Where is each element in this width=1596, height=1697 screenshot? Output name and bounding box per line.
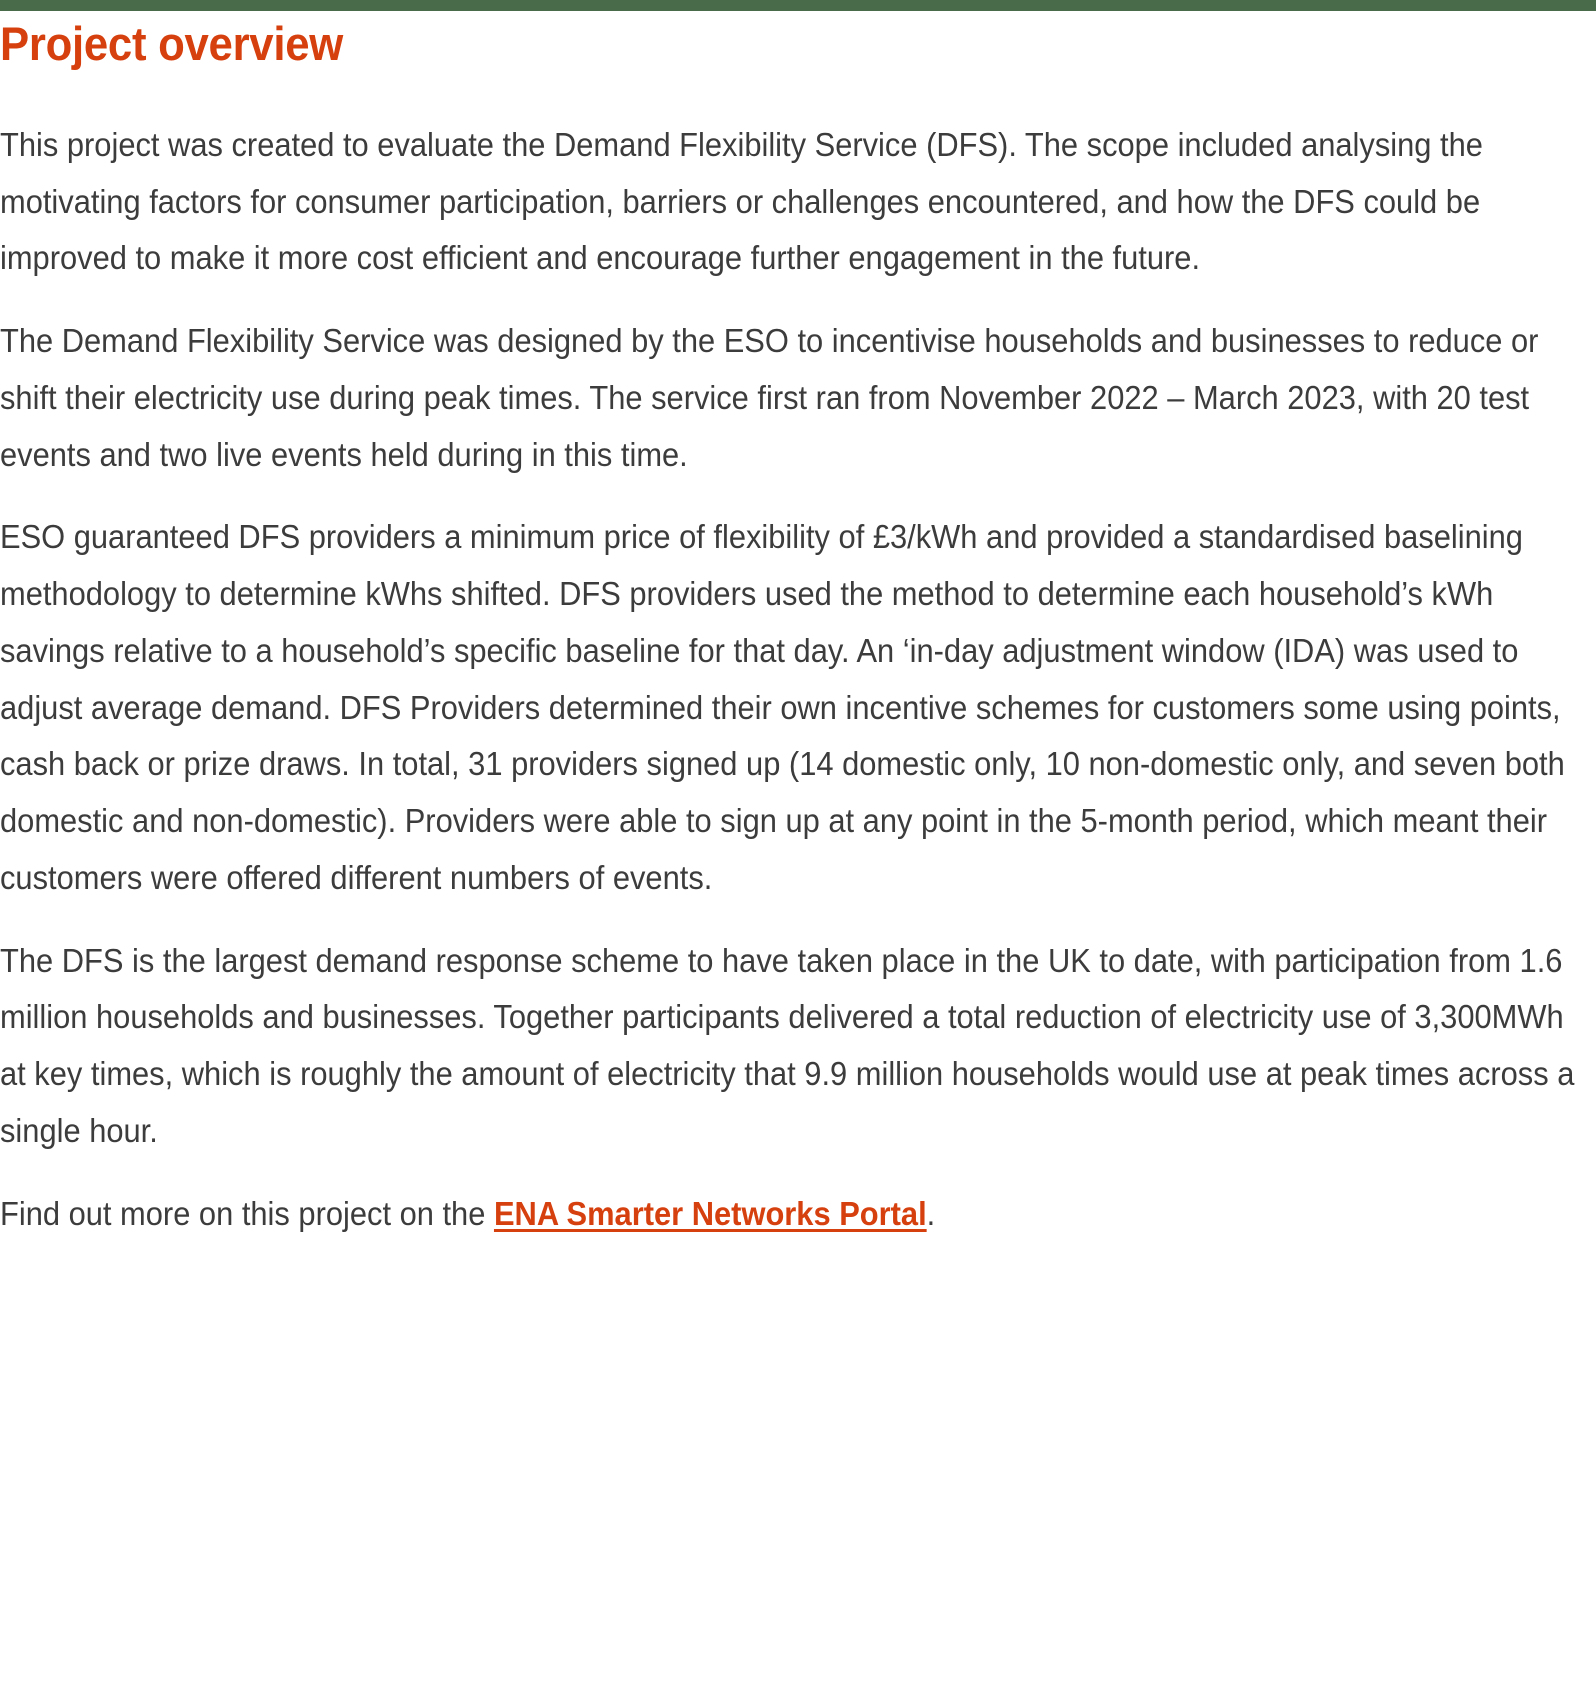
ena-smarter-networks-portal-link[interactable]: ENA Smarter Networks Portal bbox=[493, 1194, 927, 1232]
overview-paragraph-3: ESO guaranteed DFS providers a minimum price of flexibility of £3/kWh and provided a standardised baselining methodology to determine kWhs shifted. DFS providers used the method to determine each household’s kWh savings relative to a household’s specific baseline for that day. An ‘in-day adjustment window (IDA) was used to adjust average demand. DFS Providers determined their own incentive schemes for customers some using points, cash back or prize draws. In total, 31 providers signed up (14 domestic only, 10 non-domestic only, and seven both domestic and non-domestic). Providers were able to sign up at any point in the 5-month period, which meant their customers were offered different numbers of events. bbox=[0, 518, 1565, 896]
closing-lead-text: Find out more on this project on the bbox=[0, 1194, 494, 1232]
closing-paragraph bbox=[0, 1160, 1596, 1243]
overview-paragraph-1: This project was created to evaluate the Demand Flexibility Service (DFS). The scope included analysing the motivating factors for consumer participation, barriers or challenges encountered, and how the DFS could be improved to make it more cost efficient and encourage further engagement in the future. bbox=[0, 125, 1483, 277]
page-title: Project overview bbox=[0, 17, 343, 70]
page-content bbox=[0, 11, 1596, 1242]
top-accent-bar bbox=[0, 0, 1596, 11]
overview-paragraph-4: The DFS is the largest demand response scheme to have taken place in the UK to date, with participation from 1.6 million households and businesses. Together participants delivered a total reduction of electricity use of 3,300MWh at key times, which is roughly the amount of electricity that 9.9 million households would use at peak times across a single hour. bbox=[0, 941, 1575, 1149]
closing-trailing-text: . bbox=[926, 1194, 936, 1232]
overview-paragraph-2: The Demand Flexibility Service was designed by the ESO to incentivise households and businesses to reduce or shift their electricity use during peak times. The service first ran from November 2022 – March 2023, with 20 test events and two live events held during in this time. bbox=[0, 322, 1539, 473]
